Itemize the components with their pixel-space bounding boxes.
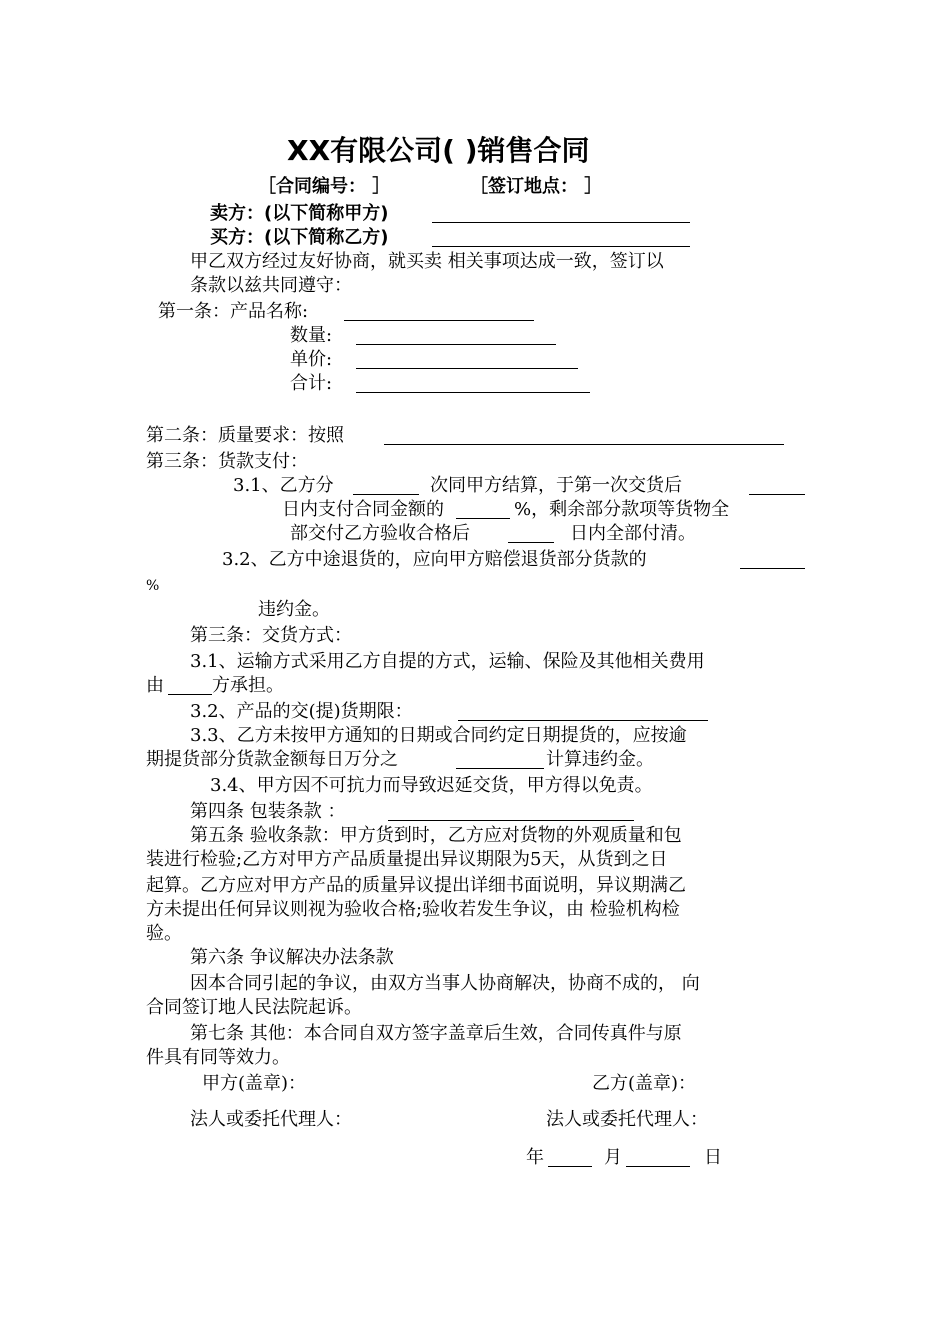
acceptance-clause-line-3: 起算。乙方应对甲方产品的质量异议提出详细书面说明，异议期满乙 xyxy=(146,875,686,896)
delivery-clause-3-2: 3.2、产品的交(提)货期限： xyxy=(190,701,413,722)
party-b-agent-label: 法人或委托代理人： xyxy=(546,1109,708,1130)
date-day-label: 日 xyxy=(704,1147,722,1168)
payment-percent-field[interactable] xyxy=(456,498,510,519)
payment-clause-3-2: 3.2、乙方中途退货的，应向甲方赔偿退货部分货款的 xyxy=(222,549,647,570)
buyer-name-field[interactable] xyxy=(432,226,690,247)
return-penalty-percent-field[interactable] xyxy=(740,548,805,569)
final-payment-days-field[interactable] xyxy=(508,522,554,543)
packaging-clause-label: 第四条 包装条款 ： xyxy=(190,801,346,822)
delivery-clause-3-1-line-2-a: 由 xyxy=(146,675,164,696)
quantity-field[interactable] xyxy=(356,324,556,345)
dispute-clause-heading: 第六条 争议解决办法条款 xyxy=(190,947,394,968)
payment-clause-3-2-tail: 违约金。 xyxy=(258,599,330,620)
total-label: 合计: xyxy=(290,373,333,394)
acceptance-clause-line-5: 验。 xyxy=(146,923,182,944)
payment-clause-3-1-line-2-b: %，剩余部分款项等货物全 xyxy=(514,499,730,520)
quantity-label: 数量: xyxy=(290,325,333,346)
buyer-label: 买方：(以下简称乙方) xyxy=(210,227,389,248)
payment-clause-3-1-line-3-b: 日内全部付清。 xyxy=(570,523,696,544)
delivery-clause-3-3-line-2-b: 计算违约金。 xyxy=(546,749,654,770)
product-name-field[interactable] xyxy=(344,300,534,321)
other-clause-line-2: 件具有同等效力。 xyxy=(146,1047,290,1068)
date-month-field[interactable] xyxy=(626,1146,690,1167)
payment-clause-3-1-line-2-a: 日内支付合同金额的 xyxy=(282,499,444,520)
delivery-heading: 第三条：交货方式： xyxy=(190,625,352,646)
payment-clause-3-1-part-1: 3.1、乙方分 xyxy=(233,475,334,496)
intro-line-2: 条款以兹共同遵守： xyxy=(190,275,352,296)
total-field[interactable] xyxy=(356,372,590,393)
quality-requirement-field[interactable] xyxy=(384,424,784,445)
cost-bearer-field[interactable] xyxy=(168,674,212,695)
party-a-agent-label: 法人或委托代理人： xyxy=(190,1109,352,1130)
delivery-clause-3-3-line-1: 3.3、乙方未按甲方通知的日期或合同约定日期提货的，应按逾 xyxy=(190,725,687,746)
acceptance-clause-line-4: 方未提出任何异议则视为验收合格;验收若发生争议，由 检验机构检 xyxy=(146,899,680,920)
sign-place-label: ［签订地点： ］ xyxy=(470,176,603,197)
date-month-label: 月 xyxy=(604,1147,622,1168)
packaging-clause-field[interactable] xyxy=(388,800,634,821)
unit-price-label: 单价: xyxy=(290,349,333,370)
payment-clause-3-1-line-3-a: 部交付乙方验收合格后 xyxy=(290,523,470,544)
acceptance-clause-line-2: 装进行检验;乙方对甲方产品质量提出异议期限为5天，从货到之日 xyxy=(146,849,668,870)
late-pickup-rate-field[interactable] xyxy=(456,748,544,769)
return-penalty-percent-sign: % xyxy=(146,578,160,594)
delivery-clause-3-1-line-1: 3.1、运输方式采用乙方自提的方式，运输、保险及其他相关费用 xyxy=(190,651,705,672)
acceptance-clause-line-1: 第五条 验收条款：甲方货到时，乙方应对货物的外观质量和包 xyxy=(190,825,682,846)
days-after-delivery-field[interactable] xyxy=(749,474,805,495)
quality-requirement-label: 第二条：质量要求：按照 xyxy=(146,425,344,446)
delivery-clause-3-1-line-2-b: 方承担。 xyxy=(212,675,284,696)
party-b-seal-label: 乙方(盖章)： xyxy=(592,1073,697,1094)
delivery-deadline-field[interactable] xyxy=(458,700,708,721)
dispute-clause-line-2: 合同签订地人民法院起诉。 xyxy=(146,997,362,1018)
date-year-label: 年 xyxy=(526,1147,544,1168)
dispute-clause-line-1: 因本合同引起的争议，由双方当事人协商解决，协商不成的， 向 xyxy=(190,973,700,994)
product-name-label: 第一条：产品名称: xyxy=(158,301,309,322)
date-year-field[interactable] xyxy=(548,1146,592,1167)
seller-label: 卖方：(以下简称甲方) xyxy=(210,203,389,224)
delivery-clause-3-4: 3.4、甲方因不可抗力而导致迟延交货，甲方得以免责。 xyxy=(210,775,653,796)
contract-title: XX有限公司( )销售合同 xyxy=(287,134,590,167)
other-clause-line-1: 第七条 其他：本合同自双方签字盖章后生效，合同传真件与原 xyxy=(190,1023,682,1044)
seller-name-field[interactable] xyxy=(432,202,690,223)
payment-heading: 第三条：货款支付： xyxy=(146,451,308,472)
payment-clause-3-1-part-2: 次同甲方结算，于第一次交货后 xyxy=(430,475,682,496)
settlement-count-field[interactable] xyxy=(353,474,419,495)
contract-number-label: ［合同编号： ］ xyxy=(258,176,391,197)
unit-price-field[interactable] xyxy=(356,348,578,369)
party-a-seal-label: 甲方(盖章)： xyxy=(202,1073,307,1094)
intro-line-1: 甲乙双方经过友好协商，就买卖 相关事项达成一致，签订以 xyxy=(190,251,664,272)
delivery-clause-3-3-line-2-a: 期提货部分货款金额每日万分之 xyxy=(146,749,398,770)
